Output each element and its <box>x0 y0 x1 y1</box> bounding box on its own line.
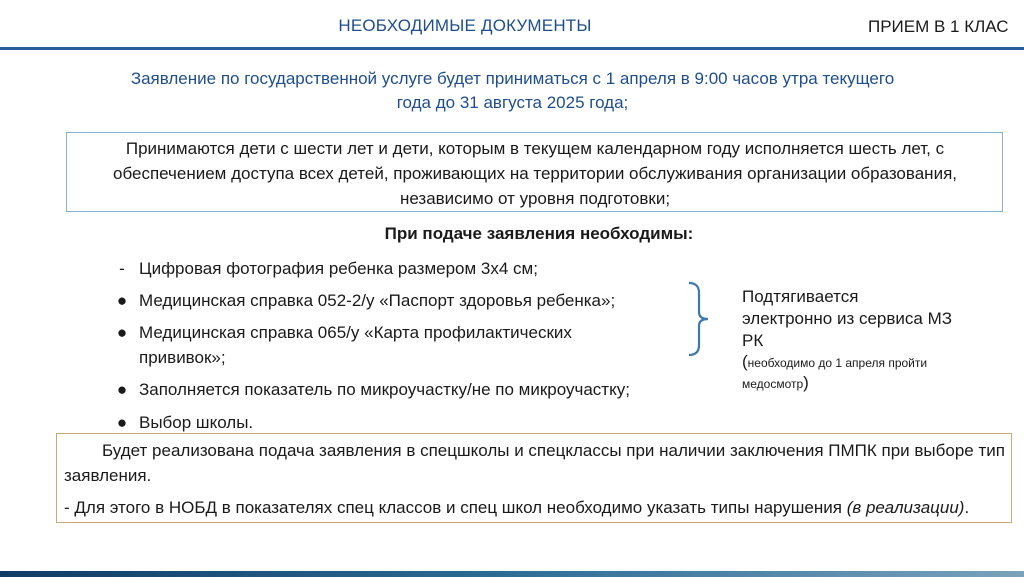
eligibility-text: Принимаются дети с шести лет и дети, которым в текущем календарном году исполняется шесть лет, с обеспечением доступа всех детей, проживающих на территории обслуживания организации образования, независимо от уровня подготовки; <box>112 139 957 208</box>
list-item-text: Заполняется показатель по микроучастку/не по микроучастку; <box>139 380 630 399</box>
list-item-text: Медицинская справка 052-2/у «Паспорт здоровья ребенка»; <box>139 291 616 310</box>
list-item-text: Выбор школы. <box>139 413 254 432</box>
bullet-icon: ● <box>116 413 128 432</box>
side-note-detail: (необходимо до 1 апреля пройти медосмотр) <box>742 352 928 392</box>
side-note-main: Подтягивается электронно из сервиса МЗ РК <box>742 287 953 350</box>
requirements-title: При подаче заявления необходимы: <box>384 224 694 243</box>
dash-marker: - <box>119 259 125 278</box>
curly-brace-icon <box>686 281 710 357</box>
bullet-icon: ● <box>116 323 128 342</box>
list-item-continuation <box>139 345 226 370</box>
bullet-icon: ● <box>116 380 128 399</box>
slide-title: ПРИЕМ В 1 КЛАС <box>868 17 1009 36</box>
intro-text: Заявление по государственной услуге будет приниматься с 1 апреля в 9:00 часов утра текущего года до 31 августа 2025 года; <box>130 69 895 112</box>
special-schools-note: - Для этого в НОБД в показателях спец классов и спец школ необходимо указать типы нарушения (в реализации). <box>64 498 970 517</box>
list-item-text: Цифровая фотография ребенка размером 3х4 см; <box>139 259 538 278</box>
list-item-text: прививок»; <box>139 348 226 367</box>
section-title: НЕОБХОДИМЫЕ ДОКУМЕНТЫ <box>338 16 592 35</box>
header-divider <box>0 47 1024 50</box>
bottom-decor-strip <box>0 571 1024 577</box>
bullet-icon: ● <box>116 291 128 310</box>
list-item-text: Медицинская справка 065/у «Карта профилактических <box>139 323 572 342</box>
special-schools-text: Будет реализована подача заявления в спецшколы и спецклассы при наличии заключения ПМПК при выборе тип заявления. <box>64 441 1005 485</box>
